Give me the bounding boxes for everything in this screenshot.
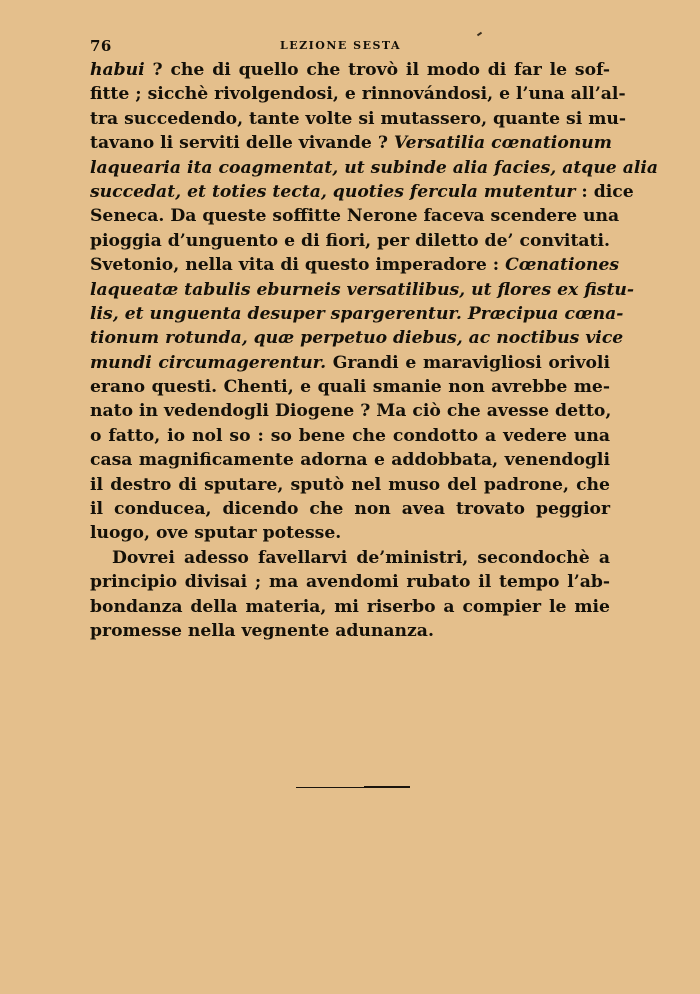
text-line-content: o fatto, io nol so : so bene che condotto a vedere una (90, 425, 610, 446)
text-line (90, 595, 610, 619)
text-line-content: Dovrei adesso favellarvi de’ministri, secondochè a (112, 547, 610, 568)
end-rule-thick (364, 786, 410, 788)
text-line-content: erano questi. Chenti, e quali smanie non avrebbe me- (90, 377, 610, 398)
text-line-content: bondanza della materia, mi riserbo a compier le mie (90, 596, 610, 617)
text-line (90, 131, 610, 155)
text-line-content: laquearia ita coagmentat, ut subinde alia facies, atque alia (90, 157, 659, 178)
text-line-content: pioggia d’unguento e di fiori, per diletto de’ convitati. (90, 230, 610, 251)
text-line-content: tra succedendo, tante volte si mutassero, quante si mu- (90, 108, 627, 129)
text-line-content: Svetonio, nella vita di questo imperadore : Cœnationes (90, 255, 620, 276)
text-line (90, 302, 624, 326)
text-line (90, 424, 610, 448)
text-line-content: Seneca. Da queste soffitte Nerone faceva scendere una (90, 206, 620, 227)
text-line (90, 351, 610, 375)
text-line-content: habui ? che di quello che trovò il modo di far le sof- (90, 60, 610, 80)
text-line (90, 204, 620, 228)
text-line-content: fitte ; sicchè rivolgendosi, e rinnovándosi, e l’una all’al- (90, 84, 626, 105)
text-line-content: tavano li serviti delle vivande ? Versatilia cœnationum (90, 133, 612, 154)
text-line (90, 521, 610, 545)
text-line (90, 278, 635, 302)
text-line (90, 473, 610, 497)
text-line (90, 570, 610, 594)
text-line-content: laqueatæ tabulis eburneis versatilibus, ut flores ex fistu- (90, 279, 635, 300)
text-line (90, 399, 610, 423)
text-line-content: nato in vedendogli Diogene ? Ma ciò che avesse detto, (90, 401, 612, 422)
text-line-content: promesse nella vegnente adunanza. (90, 620, 434, 641)
text-line-content: principio divisai ; ma avendomi rubato il tempo l’ab- (90, 572, 610, 593)
body-text (90, 58, 659, 643)
text-line (90, 180, 634, 204)
page-header (90, 36, 610, 56)
text-line-content: mundi circumagerentur. Grandi e maravigliosi orivoli (90, 352, 610, 373)
text-line (90, 107, 627, 131)
text-line-content: lis, et unguenta desuper spargerentur. Præcipua cœna- (90, 303, 624, 324)
text-line (90, 619, 610, 643)
page-number: 76 (90, 37, 112, 55)
text-line-content: casa magnificamente adorna e addobbata, venendogli (90, 450, 610, 471)
text-line (90, 448, 610, 472)
text-line (90, 156, 659, 180)
text-line (90, 497, 610, 521)
text-line-content: succedat, et toties tecta, quoties fercula mutentur : dice (90, 181, 634, 202)
text-line (90, 58, 610, 82)
text-line (90, 82, 626, 106)
text-line (90, 326, 624, 350)
text-line (90, 375, 610, 399)
text-line (90, 229, 610, 253)
text-line-content: il destro di sputare, sputò nel muso del padrone, che (90, 474, 610, 495)
text-line (90, 253, 620, 277)
text-line-content: il conducea, dicendo che non avea trovato peggior (90, 499, 610, 520)
running-title: LEZIONE SESTA (280, 39, 402, 52)
text-line-content: luogo, ove sputar potesse. (90, 523, 342, 544)
text-line (90, 546, 610, 570)
text-line-content: tionum rotunda, quæ perpetuo diebus, ac noctibus vice (90, 328, 624, 349)
